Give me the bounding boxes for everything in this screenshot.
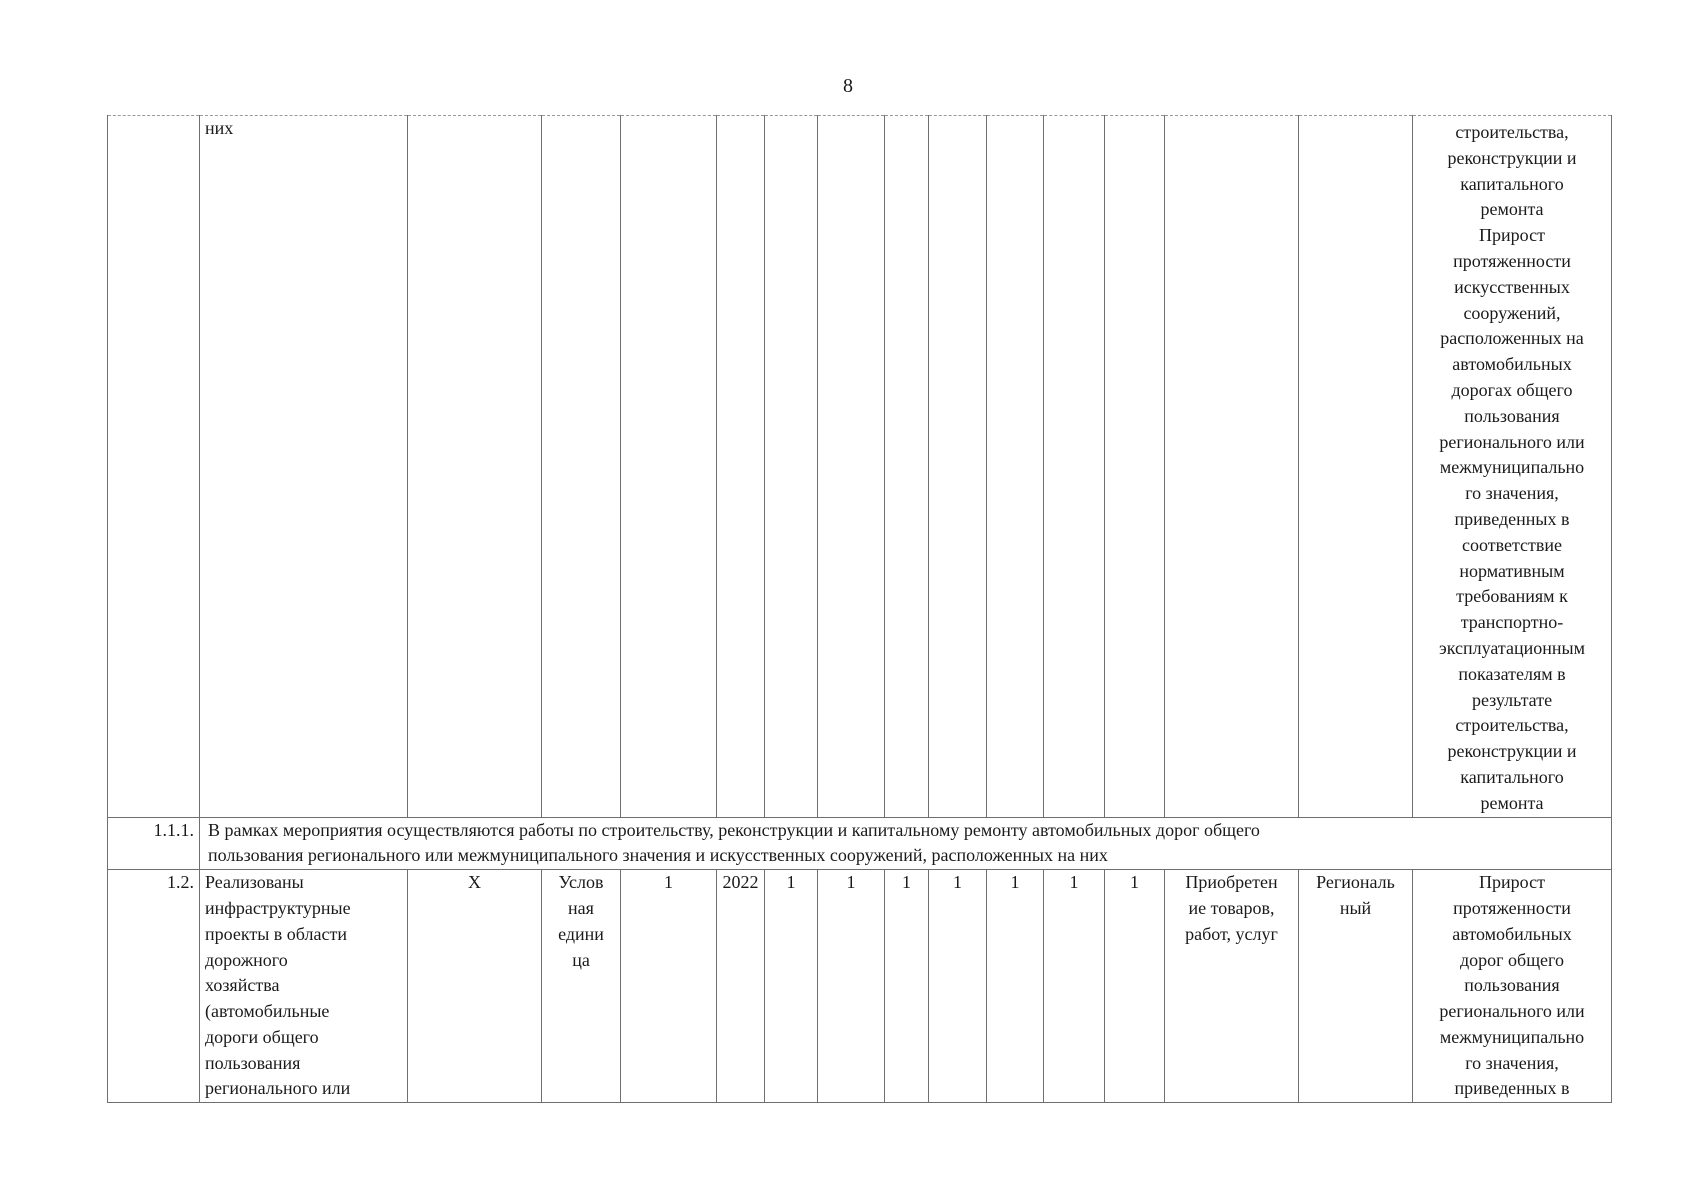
indicators-text: строительства, реконструкции и капитального ремонта Прирост протяженности искусственных сооружений, расположенных на автомобильных дорогах общего пользования регионального или межмуниципально го значения, приведенных в соответствие нормативным требованиям к транспортно- эксплуатационным показателям в результате строительства, реконструкции и капитального ремонта (1438, 122, 1585, 813)
cell-number (108, 116, 200, 818)
table-row (108, 817, 1612, 870)
table-row (108, 116, 1612, 818)
cell-unit: Услов ная едини ца (542, 870, 621, 1103)
cell-base-value: 1 (621, 870, 717, 1103)
cell-year-value: 1 (885, 870, 929, 1103)
cell-mark: Х (408, 870, 542, 1103)
cell-number: 1.1.1. (108, 817, 200, 870)
cell-type: Приобретен ие товаров, работ, услуг (1165, 870, 1299, 1103)
indicators-cell (1413, 116, 1612, 818)
cell-year-value: 1 (1105, 870, 1165, 1103)
cell-level: Региональ ный (1299, 870, 1413, 1103)
cell-name: Реализованы инфраструктурные проекты в области дорожного хозяйства (автомобильные дороги общего пользования регионального или (200, 870, 408, 1103)
cell-year-value: 1 (929, 870, 987, 1103)
cell-base-year: 2022 (717, 870, 765, 1103)
indicators-cell: Прирост протяженности автомобильных дорог общего пользования регионального или межмуниципально го значения, приведенных в (1413, 870, 1612, 1103)
measures-table (107, 115, 1612, 1103)
cell-description: В рамках мероприятия осуществляются работы по строительству, реконструкции и капитальному ремонту автомобильных дорог общего пользования регионального или межмуниципального значения и искусственных сооружений, расположенных на них (200, 817, 1612, 870)
cell-year-value: 1 (1044, 870, 1105, 1103)
cell-year-value: 1 (765, 870, 818, 1103)
cell-year-value: 1 (818, 870, 885, 1103)
cell-number: 1.2. (108, 870, 200, 1103)
page-number: 8 (843, 75, 853, 97)
cell-year-value: 1 (987, 870, 1044, 1103)
table-row (108, 870, 1612, 1103)
continuation-text: них (205, 118, 234, 138)
cell-name (200, 116, 408, 818)
